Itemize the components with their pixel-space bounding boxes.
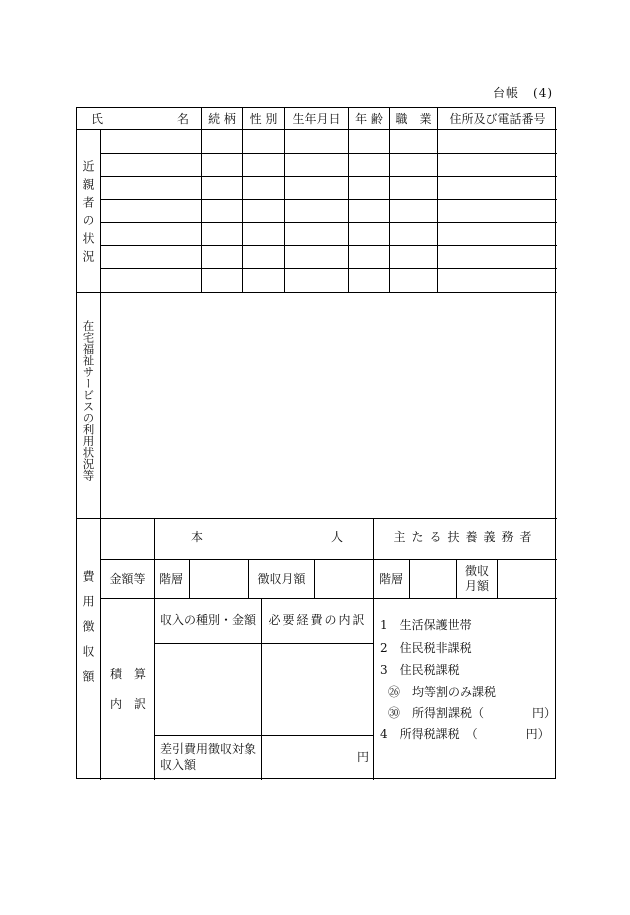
fee-monthly2-label-line1: 徴収 [464,564,489,578]
fee-guardian-heading: 主たる扶養義務者 [393,530,538,544]
fee-section-label: 費用徴収額 [81,570,95,695]
header-relation: 続 柄 [208,112,236,126]
services-section-label: 在宅福祉サービスの利用状況等 [81,320,96,481]
fee-floor-value-line [189,559,190,598]
fee-floor-label: 階層 [159,572,184,586]
category-1: 1 生活保護世帯 [380,618,472,632]
category-2: 2 住民税非課税 [380,641,472,655]
fee-monthly-value-line [314,559,315,598]
relatives-row-line-2 [100,176,557,177]
fee-net-income-label-line2: 収入額 [160,758,197,772]
category-4: 4 所得税課税 （ 円） [380,727,550,741]
form-reference [493,84,553,101]
col-line-gender [242,108,243,292]
relatives-bottom-line [77,292,557,293]
relatives-row-line-3 [100,199,557,200]
fee-floor2-label: 階層 [379,572,404,586]
header-age: 年 齢 [355,112,383,126]
category-3b: ㉚ 所得割課税（ 円） [388,706,557,720]
header-name-right: 名 [177,112,190,126]
fee-calc-label-line2: 内 訳 [110,697,147,711]
header-gender: 性 別 [249,112,278,126]
fee-amount-top-line [100,559,557,560]
fee-floor2-value-line [409,559,410,598]
services-bottom-line [77,518,557,519]
form-ref-number: (4) [533,86,554,100]
fee-net-income-label-line1: 差引費用徴収対象 [160,742,257,756]
col-line-age [348,108,349,292]
fee-self-heading: 本 人 [191,530,346,544]
fee-calc-label-line1: 積 算 [110,667,147,681]
section-label-divider [100,129,101,780]
relatives-section-label: 近親者の状況 [81,160,95,268]
relatives-row-line-6 [100,268,557,269]
fee-monthly-label: 徴収月額 [257,572,306,586]
fee-col-line-guardian [373,518,374,780]
col-line-birthdate [284,108,285,292]
fee-breakdown-header-line [154,643,373,644]
fee-net-income-yen: 円 [357,750,370,764]
category-3: 3 住民税課税 [380,663,460,677]
fee-breakdown-bottom-line [154,735,373,736]
fee-monthly2-value-line [497,559,498,598]
category-3a: ㉖ 均等割のみ課税 [388,685,497,699]
relatives-row-line-1 [100,153,557,154]
fee-monthly2-label-line2: 月額 [464,579,489,593]
col-line-relation [201,108,202,292]
fee-income-type-heading: 収入の種別・金額 [159,613,256,627]
col-line-address [437,108,438,292]
header-name-left: 氏 [91,112,104,126]
fee-amount-bottom-line [100,598,557,599]
fee-col-line-self [154,518,155,780]
relatives-row-line-4 [100,222,557,223]
fee-amount-label: 金額等 [109,572,146,586]
relatives-row-line-5 [100,245,557,246]
ledger-form [76,107,556,779]
form-ref-label: 台帳 [493,86,520,100]
col-line-occupation [389,108,390,292]
fee-expense-heading: 必要経費の内訳 [268,613,367,627]
header-occupation: 職 業 [395,112,432,126]
header-birthdate: 生年月日 [292,112,341,126]
header-bottom-line [77,129,557,130]
header-address: 住所及び電話番号 [449,112,546,126]
